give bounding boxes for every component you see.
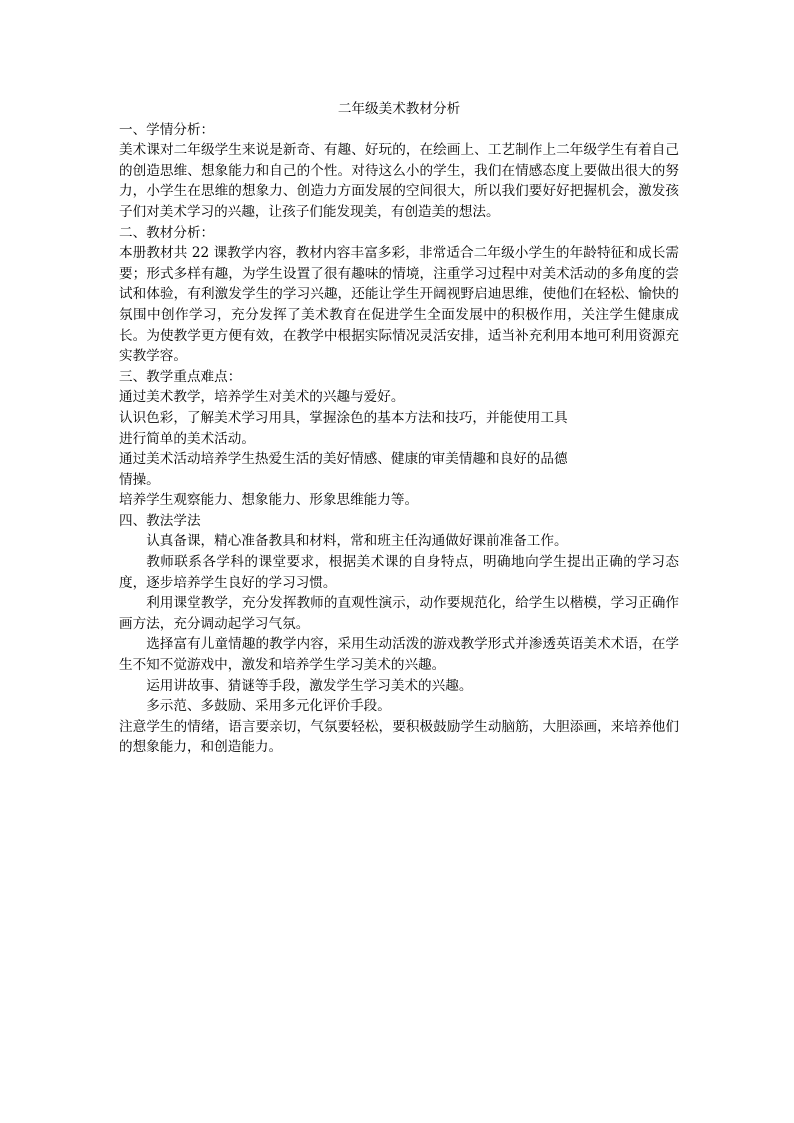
section-3-line: 通过美术教学，培养学生对美术的兴趣与爱好。 (119, 389, 405, 406)
section-2-body: 本册教材共 22 课教学内容，教材内容丰富多彩，非常适合二年级小学生的年龄特征和成长需要；形式多样有趣，为学生设置了很有趣味的情境，注重学习过程中对美术活动的多角度的尝试和体验，有利激发学生的学习兴趣，还能让学生开阔视野启迪思维，使他们在轻松、愉快的氛围中创作学习，充分发挥了美术教育在促进学生全面发展中的积极作用，关注学生健康成长。为使教学更方便有效，在教学中根据实际情况灵活安排，适当补充利用本地可利用资源充实教学容。 (119, 245, 679, 365)
section-1-heading: 一、学情分析： (119, 121, 215, 138)
section-3-line: 认识色彩，了解美术学习用具，掌握涂色的基本方法和技巧，并能使用工具 (119, 409, 568, 426)
section-4-item: 多示范、多鼓励、采用多元化评价手段。 (146, 698, 391, 715)
section-3-line: 通过美术活动培养学生热爱生活的美好情感、健康的审美情趣和良好的品德 (119, 451, 568, 468)
section-4-item: 认真备课，精心准备教具和材料，常和班主任沟通做好课前准备工作。 (146, 533, 568, 550)
section-4-closing: 注意学生的情绪，语言要亲切，气氛要轻松，要积极鼓励学生动脑筋，大胆添画，来培养他们的想象能力，和创造能力。 (119, 718, 679, 756)
section-2-heading: 二、教材分析： (119, 224, 215, 241)
section-4-item: 教师联系各学科的课堂要求，根据美术课的自身特点，明确地向学生提出正确的学习态度，逐步培养学生良好的学习习惯。 (119, 554, 679, 591)
section-3-line: 进行简单的美术活动。 (119, 430, 255, 447)
section-4-item: 选择富有儿童情趣的教学内容，采用生动活泼的游戏教学形式并渗透英语美术术语，在学生不知不觉游戏中，激发和培养学生学习美术的兴趣。 (119, 636, 679, 674)
section-4-item: 运用讲故事、猜谜等手段，激发学生学习美术的兴趣。 (146, 677, 473, 694)
document-title: 二年级美术教材分析 (337, 101, 461, 117)
document-page (119, 99, 679, 758)
section-3-heading: 三、教学重点难点： (119, 368, 242, 385)
section-3-line: 情操。 (119, 471, 160, 488)
section-3-line: 培养学生观察能力、想象能力、形象思维能力等。 (119, 492, 419, 509)
section-1-body: 美术课对二年级学生来说是新奇、有趣、好玩的，在绘画上、工艺制作上二年级学生有着自己的创造思维、想象能力和自己的个性。对待这么小的学生，我们在情感态度上要做出很大的努力，小学生在思维的想象力、创造力方面发展的空间很大，所以我们要好好把握机会，激发孩子们对美术学习的兴趣，让孩子们能发现美，有创造美的想法。 (119, 142, 679, 220)
section-4-item: 利用课堂教学，充分发挥教师的直观性演示，动作要规范化，给学生以楷模，学习正确作画方法，充分调动起学习气氛。 (119, 595, 679, 632)
section-4-heading: 四、教法学法 (119, 512, 201, 529)
